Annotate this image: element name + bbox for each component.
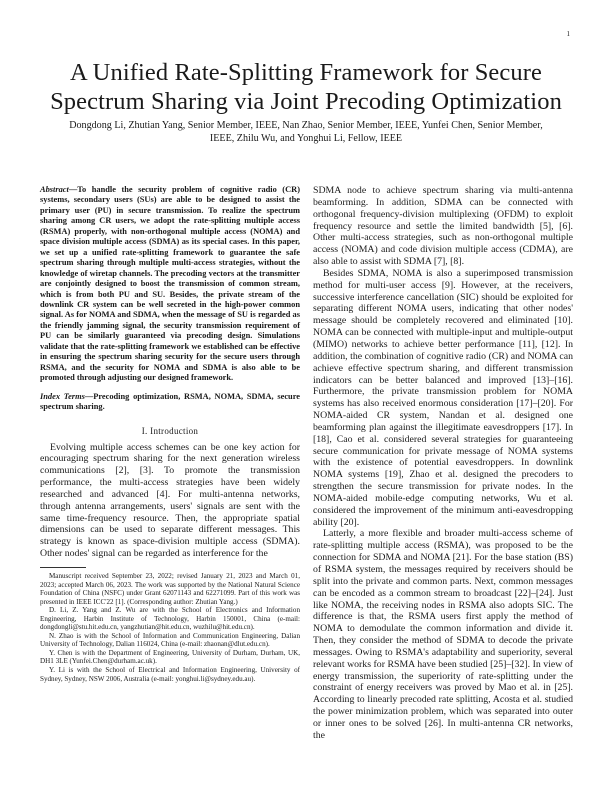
left-column — [40, 185, 300, 683]
author-list: Dongdong Li, Zhutian Yang, Senior Member, IEEE, Nan Zhao, Senior Member, IEEE, Yunfei Chen, Senior Member, IEEE, Zhilu Wu, and Yonghui Li, Fellow, IEEE — [69, 120, 543, 144]
footnote: N. Zhao is with the School of Information and Communication Engineering, Dalian University of Technology, Dalian 116024, China (e-mail: zhaonan@dlut.edu.cn). — [40, 631, 300, 649]
footnote: Y. Chen is with the Department of Engineering, University of Durham, Durham, UK, DH1 3LE (Yunfei.Chen@durham.ac.uk). — [40, 648, 300, 666]
footnotes — [40, 572, 300, 683]
footnote: Manuscript received September 23, 2022; revised January 21, 2023 and March 01, 2023; accepted March 06, 2023. The work was supported by the National Natural Science Foundation of China (NSFC) under Grant 62071143 and 62271099. Part of this work was presented in IEEE ICC'22 [1]. (Corresponding author: Zhutian Yang.) — [40, 571, 300, 606]
body-paragraph: SDMA node to achieve spectrum sharing via multi-antenna beamforming. In addition, SDMA can be connected with orthogonal frequency-division multiplexing (OFDM) to exploit frequency resource and settle the limited bandwidth [5], [6]. Other multi-access strategies, such as non-orthogonal multiple access (NOMA) and code division multiple access (CDMA), are also able to assist with SDMA [7], [8]. — [313, 185, 573, 268]
abstract-text: —To handle the security problem of cognitive radio (CR) systems, secondary users (SUs) are able to be designed to assist the primary user (PU) in secure transmission. To realize the spectrum sharing among CR users, we adopt the rate-splitting multiple access (RSMA) properly, with non-orthogonal multiple access (NOMA) and space division multiple access (SDMA) as its special cases. In this paper, we set up a unified rate-splitting framework to guarantee the safe spectrum sharing through multiple multi-access strategies, without the knowledge of wiretap channels. The precoding vectors at the transmitter are conjointly designed to boost the transmission of common stream, which is from both PU and SU. Besides, the private stream of the downlink CR system can be well secreted in the high-power common signal. As for NOMA and SDMA, when the message of SU is regarded as the friendly jamming signal, the security transmission requirement of PU can be similarly guaranteed via precoding design. Simulations validate that the rate-splitting framework we established can be effective in ensuring the spectrum sharing security for the secure users through RSMA, and the security for NOMA and SDMA is also able to be promoted through adjusting our designed framework. — [40, 185, 300, 383]
intro-paragraph: Evolving multiple access schemes can be one key action for encouraging spectrum sharing for the next generation wireless communications [2], [3]. To promote the transmission performance, the multi-access strategies have been widely researched and advanced [4]. For multi-antenna networks, through antenna arrangements, users' signals are sent with the same time-frequency resource. Then, the appropriate spatial dimensions can be used to separate different messages. This strategy is known as space-division multiple access (SDMA). Other nodes' signal can be regarded as interference for the — [40, 441, 300, 560]
right-column — [313, 185, 573, 742]
footnote: D. Li, Z. Yang and Z. Wu are with the School of Electronics and Information Engineering, Harbin Institute of Technology, Harbin 150001, China (e-mail: dongdongli@stu.hit.edu.cn, yangzhutian@hit.edu.cn, wuzhilu@hit.edu.cn). — [40, 606, 300, 632]
footnote-divider — [40, 567, 86, 568]
abstract-label: Abstract — [40, 185, 69, 194]
body-paragraph: Latterly, a more flexible and broader multi-access scheme of rate-splitting multiple access (RSMA), was proposed to be the connection for SDMA and NOMA [21]. For the base station (BS) of RSMA system, the messages required by receivers should be split into the private and common parts. Next, common messages can be encoded as a common stream to broadcast [22]–[24]. Just like NOMA, the receiving nodes in RSMA also adopts SIC. The difference is that, the RSMA users first apply the method of NOMA to demodulate the common information and divide it. Then, they consider the method of SDMA to decode the private messages. Owing to RSMA's adaptability and superiority, several relevant works for RSMA have been studied [25]–[32]. In view of energy transmission, the superiority of rate-splitting under the constraint of energy receivers was proved by Mao et al. in [25]. According to linearly precoded rate splitting, Acosta et al. studied the power minimization problem, which was separated into outer or inner ones to be solved [26]. In multi-antenna CR networks, the — [313, 528, 573, 741]
abstract — [40, 185, 300, 384]
body-paragraph: Besides SDMA, NOMA is also a superimposed transmission method for multi-user access [9]. However, at the receivers, successive interference cancellation (SIC) should be exploited for separating different NOMA users, indicating that other nodes' message should be completely recovered and eliminated [10]. NOMA can be connected with multiple-input and multiple-output (MIMO) networks to achieve better performance [11], [12]. In addition, the combination of cognitive radio (CR) and NOMA can achieve effective spectrum sharing, and different transmission indicators can be better balanced and improved [13]–[16]. Furthermore, the private transmission problem for NOMA systems has also received enormous consideration [17]–[20]. For NOMA-aided CR system, Nandan et al. designed one beamforming plan against the illegitimate eavesdroppers [17]. In [18], Cao et al. considered several strategies for guaranteeing secure communication for private message of NOMA systems with the existence of potential eavesdroppers. In downlink NOMA systems [19], Zhao et al. designed the precoders to strengthen the secure transmission for private nodes. In the NOMA-aided mobile-edge computing networks, Wu et al. considered the improvement of the minimum anti-eavesdropping ability [20]. — [313, 267, 573, 528]
index-terms-label: Index Terms — [40, 391, 85, 401]
index-terms-text: —Precoding optimization, RSMA, NOMA, SDMA, secure spectrum sharing. — [40, 391, 300, 412]
section-heading: I. Introduction — [141, 425, 199, 436]
index-terms — [40, 392, 300, 413]
page-number: 1 — [566, 30, 570, 38]
right-body — [313, 185, 573, 742]
footnote: Y. Li is with the School of Electrical and Information Engineering, University of Sydney, Sydney, NSW 2006, Australia (e-mail: yonghui.li@sydney.edu.au). — [40, 665, 300, 683]
paper-title: A Unified Rate-Splitting Framework for Secure Spectrum Sharing via Joint Precoding Optimization — [50, 59, 562, 115]
intro-body — [40, 442, 300, 560]
